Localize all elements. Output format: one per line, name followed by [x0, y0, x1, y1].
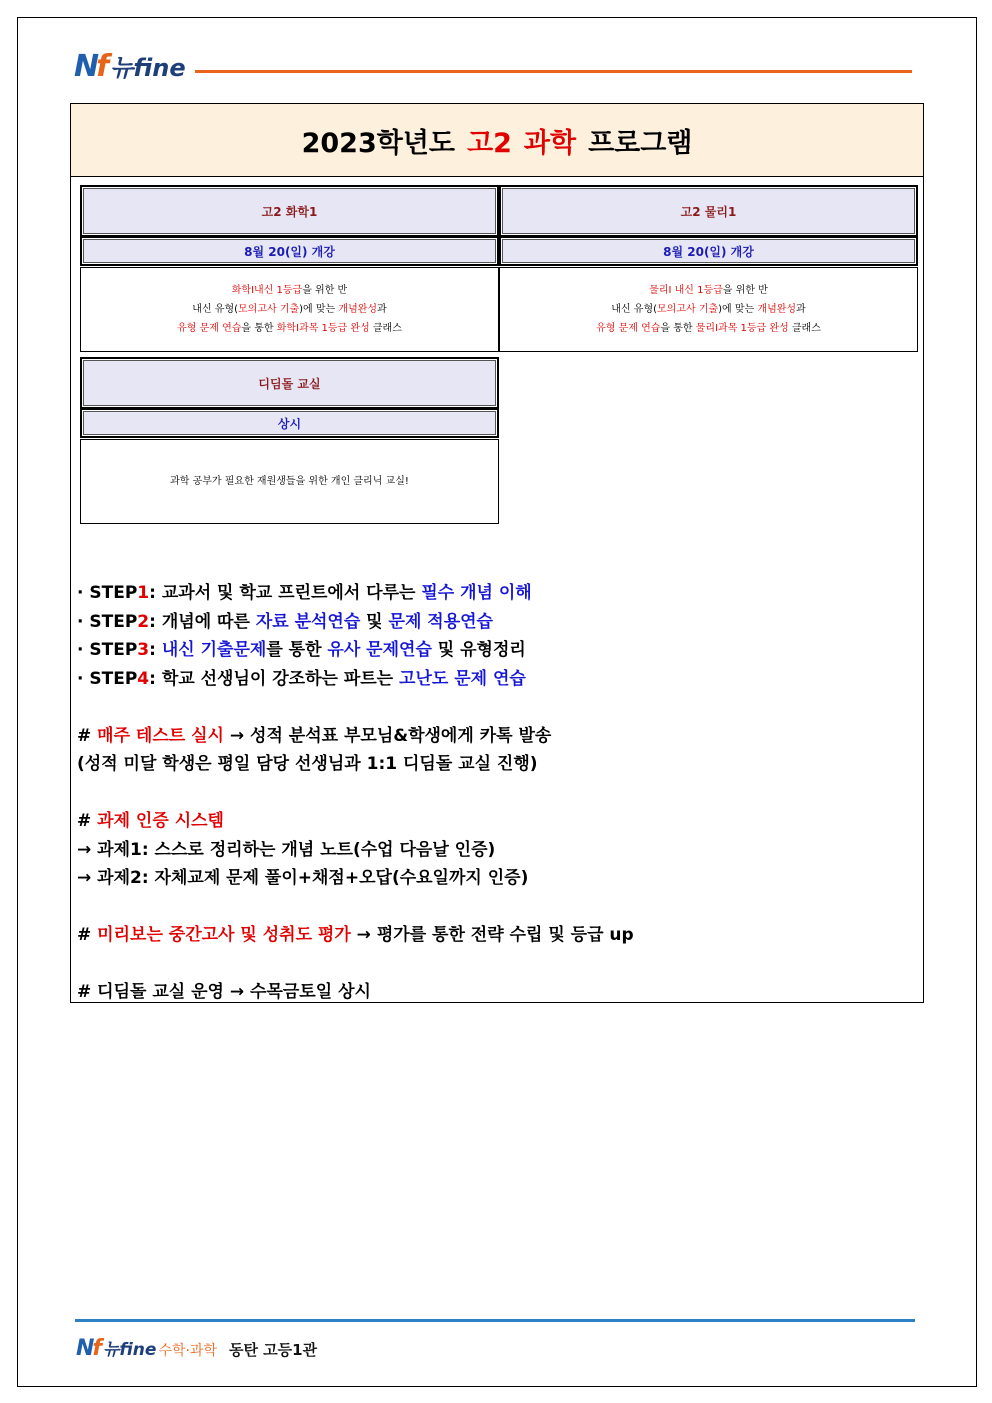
description-line — [611, 300, 805, 319]
footer-divider — [75, 1319, 915, 1322]
detail-line — [77, 722, 917, 751]
text-run: 클래스 — [369, 323, 402, 334]
text-run: : 개념에 따른 — [149, 611, 256, 632]
text-run: 과학 공부가 필요한 재원생들을 위한 개인 클리닉 교실! — [170, 476, 409, 487]
highlight-red-text: 2 — [137, 611, 150, 632]
text-run: → 성적 분석표 부모님&학생에게 카톡 발송 — [223, 725, 552, 746]
logo-mark: Nf — [74, 49, 107, 84]
description-line — [232, 281, 347, 300]
course-card-clinic — [80, 357, 499, 524]
description-line — [192, 300, 386, 319]
detail-line — [77, 864, 917, 893]
text-run: → 평가를 통한 전략 수립 및 등급 up — [350, 925, 634, 945]
highlight-red-text: 개념완성 — [338, 304, 378, 315]
brand-logo — [74, 48, 186, 84]
highlight-red-text: 미리보는 중간고사 및 성취도 평가 — [97, 925, 351, 945]
detail-line — [77, 807, 917, 836]
highlight-blue-text: 내신 기출문제 — [161, 640, 267, 660]
page-title: 2023학년도 고2 과학 프로그램 — [71, 104, 923, 177]
header-divider — [195, 70, 912, 73]
text-run: · STEP — [77, 668, 138, 689]
text-run: # 디딤돌 교실 운영 → 수목금토일 상시 — [77, 982, 371, 1002]
text-run: 내신 유형( — [192, 304, 239, 315]
footer-subject: 수학·과학 — [158, 1343, 217, 1359]
text-run: 및 유형정리 — [431, 640, 526, 660]
text-run: 를 통한 — [266, 640, 328, 660]
text-run: · STEP — [77, 583, 138, 603]
course-title: 고2 물리1 — [499, 185, 918, 237]
text-run: (성적 미달 학생은 평일 담당 선생님과 1:1 디딤돌 교실 진행) — [77, 754, 538, 774]
text-run: → 과제1: 스스로 정리하는 개념 노트(수업 다음날 인증) — [77, 839, 496, 860]
text-run: · STEP — [77, 611, 138, 632]
highlight-red-text: 과제 인증 시스템 — [97, 811, 224, 831]
description-line — [170, 472, 409, 491]
highlight-red-text: 유형 문제 연습 — [596, 323, 661, 334]
description-line — [177, 319, 402, 338]
course-start-date: 8월 20(일) 개강 — [80, 236, 499, 266]
course-card-chemistry — [80, 185, 499, 352]
text-run: : — [149, 640, 162, 660]
spacer — [77, 893, 917, 922]
description-line — [649, 281, 768, 300]
course-description — [499, 267, 918, 352]
course-start-date: 8월 20(일) 개강 — [499, 236, 918, 266]
highlight-red-text: 모의고사 기출 — [238, 304, 300, 315]
text-run: )에 맞는 — [718, 304, 758, 315]
course-title: 고2 화학1 — [80, 185, 499, 237]
highlight-red-text: 물리Ⅰ과목 1등급 완성 — [695, 323, 789, 334]
detail-line — [77, 750, 917, 779]
text-run: 클래스 — [788, 323, 821, 334]
footer-branch: 동탄 고등1관 — [228, 1341, 318, 1359]
text-run: 을 통한 — [660, 323, 696, 334]
text-run: : 교과서 및 학교 프린트에서 다루는 — [149, 583, 422, 603]
text-run: 을 위한 반 — [302, 285, 348, 296]
text-run: 과 — [377, 304, 387, 315]
highlight-red-text: 3 — [137, 640, 150, 660]
program-details — [77, 579, 917, 1007]
text-run: : 학교 선생님이 강조하는 파트는 — [149, 668, 400, 689]
detail-line — [77, 636, 917, 665]
highlight-blue-text: 고난도 문제 연습 — [399, 668, 526, 689]
text-run: · STEP — [77, 640, 138, 660]
text-run: )에 맞는 — [299, 304, 339, 315]
highlight-red-text: 4 — [137, 668, 150, 689]
highlight-red-text: 물리Ⅰ 내신 1등급 — [649, 285, 723, 296]
text-run: # — [77, 811, 98, 831]
highlight-red-text: 모의고사 기출 — [657, 304, 719, 315]
text-run: 및 — [360, 611, 389, 632]
course-schedule: 상시 — [80, 408, 499, 438]
course-description — [80, 267, 499, 352]
text-run: 과 — [796, 304, 806, 315]
highlight-blue-text: 필수 개념 이해 — [421, 583, 532, 603]
spacer — [77, 693, 917, 722]
detail-line — [77, 921, 917, 950]
spacer — [77, 950, 917, 979]
highlight-red-text: 1 — [137, 583, 150, 603]
course-card-physics — [499, 185, 918, 352]
highlight-red-text: 개념완성 — [757, 304, 797, 315]
text-run: 을 통한 — [241, 323, 277, 334]
highlight-blue-text: 유사 문제연습 — [327, 640, 432, 660]
spacer — [77, 779, 917, 808]
course-description — [80, 439, 499, 524]
highlight-red-text: 매주 테스트 실시 — [97, 725, 224, 746]
detail-line — [77, 836, 917, 865]
logo-wordmark: 뉴fine — [110, 54, 186, 82]
program-box — [70, 103, 924, 1003]
detail-line — [77, 608, 917, 637]
text-run: # — [77, 925, 98, 945]
detail-line — [77, 579, 917, 608]
detail-line — [77, 978, 917, 1007]
text-run: # — [77, 725, 98, 746]
logo-mark: Nf — [76, 1336, 100, 1361]
text-run: 내신 유형( — [611, 304, 658, 315]
logo-wordmark: 뉴fine — [103, 1340, 157, 1360]
highlight-blue-text: 자료 분석연습 — [255, 611, 361, 632]
footer-logo — [76, 1335, 317, 1361]
highlight-red-text: 유형 문제 연습 — [177, 323, 242, 334]
course-title: 디딤돌 교실 — [80, 357, 499, 409]
highlight-red-text: 화학Ⅰ과목 1등급 완성 — [276, 323, 370, 334]
text-run: 을 위한 반 — [722, 285, 768, 296]
detail-line — [77, 665, 917, 694]
description-line — [596, 319, 821, 338]
text-run: → 과제2: 자체교제 문제 풀이+채점+오답(수요일까지 인증) — [77, 868, 529, 888]
highlight-red-text: 화학Ⅰ내신 1등급 — [231, 285, 303, 296]
highlight-blue-text: 문제 적용연습 — [388, 611, 493, 632]
